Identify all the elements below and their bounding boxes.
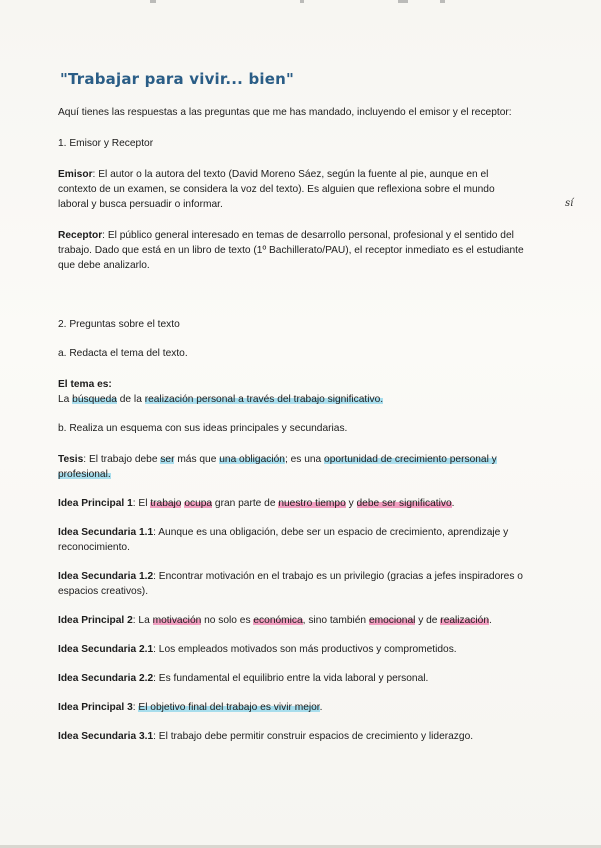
- idea-secundaria-1-1-label: Idea Secundaria 1.1: [58, 527, 154, 538]
- highlight-realizacion: realización: [440, 615, 489, 626]
- highlight-oportunidad: oportunidad de crecimiento personal y profesional.: [58, 454, 497, 480]
- idea-secundaria-3-1: Idea Secundaria 3.1: El trabajo debe permitir construir espacios de crecimiento y liderazgo.: [58, 731, 474, 742]
- scan-top-edge: [0, 0, 601, 6]
- idea-principal-1: Idea Principal 1: El trabajo ocupa gran parte de nuestro tiempo y debe ser significativo.: [58, 498, 455, 509]
- document-body: [58, 72, 528, 744]
- idea-principal-3-label: Idea Principal 3: [58, 702, 133, 713]
- idea-secundaria-2-1-label: Idea Secundaria 2.1: [58, 644, 154, 655]
- emisor-text: : El autor o la autora del texto (David Moreno Sáez, según la fuente al pie, aunque en el contexto de un examen, se considera la voz del texto). Es alguien que reflexiona sobre el mundo laboral y busca persuadir o informar.: [58, 169, 495, 210]
- highlight-obligacion: una obligación: [219, 454, 285, 465]
- idea-secundaria-3-1-label: Idea Secundaria 3.1: [58, 731, 154, 742]
- section-heading-preguntas: 2. Preguntas sobre el texto: [58, 319, 180, 330]
- question-a: a. Redacta el tema del texto.: [58, 348, 188, 359]
- highlight-emocional: emocional: [368, 615, 416, 626]
- idea-secundaria-1-2-label: Idea Secundaria 1.2: [58, 571, 154, 582]
- highlight-motivacion: motivación: [152, 615, 202, 626]
- receptor-paragraph: [58, 228, 528, 273]
- idea-secundaria-2-2: Idea Secundaria 2.2: Es fundamental el equilibrio entre la vida laboral y personal.: [58, 673, 429, 684]
- highlight-economica: económica: [253, 615, 303, 626]
- idea-principal-2-label: Idea Principal 2: [58, 615, 133, 626]
- receptor-text: : El público general interesado en temas de desarrollo personal, profesional y el sentido del trabajo. Dado que está en un libro de texto (1º Bachillerato/PAU), el receptor inmediato es el estudiante que debe analizarlo.: [58, 230, 524, 271]
- idea-principal-2: Idea Principal 2: La motivación no solo es económica, sino también emocional y de realización.: [58, 615, 492, 626]
- tema-paragraph: El tema es: La búsqueda de la realización personal a través del trabajo significativo.: [58, 379, 384, 405]
- receptor-label: Receptor: [58, 230, 103, 241]
- tesis-label: Tesis: [58, 454, 84, 465]
- highlight-busqueda: búsqueda: [72, 394, 117, 405]
- tema-label: El tema es:: [58, 379, 112, 390]
- idea-secundaria-1-2: Idea Secundaria 1.2: Encontrar motivación en el trabajo es un privilegio (gracias a jefes inspiradores o espacios creativos).: [58, 571, 523, 597]
- highlight-ocupa: ocupa: [184, 498, 213, 509]
- highlight-nuestro-tiempo: nuestro tiempo: [278, 498, 346, 509]
- highlight-trabajo: trabajo: [150, 498, 182, 509]
- idea-secundaria-1-1: Idea Secundaria 1.1: Aunque es una obligación, debe ser un espacio de crecimiento, aprendizaje y reconocimiento.: [58, 527, 509, 553]
- highlight-debe-ser-significativo: debe ser significativo: [356, 498, 452, 509]
- idea-principal-1-label: Idea Principal 1: [58, 498, 133, 509]
- highlight-ser: ser: [160, 454, 175, 465]
- idea-secundaria-2-2-label: Idea Secundaria 2.2: [58, 673, 154, 684]
- document-title: "Trabajar para vivir... bien": [60, 70, 295, 88]
- idea-secundaria-2-1: Idea Secundaria 2.1: Los empleados motivados son más productivos y comprometidos.: [58, 644, 457, 655]
- tesis-paragraph: Tesis: El trabajo debe ser más que una obligación; es una oportunidad de crecimiento personal y profesional.: [58, 454, 497, 480]
- idea-principal-3: Idea Principal 3: El objetivo final del trabajo es vivir mejor.: [58, 702, 323, 713]
- highlight-objetivo-final: El objetivo final del trabajo es vivir mejor: [138, 702, 320, 713]
- question-b: b. Realiza un esquema con sus ideas principales y secundarias.: [58, 423, 348, 434]
- emisor-paragraph: [58, 167, 528, 212]
- section-heading-emisor-receptor: 1. Emisor y Receptor: [58, 138, 154, 149]
- handwritten-margin-note: sí: [565, 198, 574, 209]
- highlight-realizacion-personal: realización personal a través del trabajo significativo.: [144, 394, 384, 405]
- emisor-label: Emisor: [58, 169, 93, 180]
- intro-paragraph: Aquí tienes las respuestas a las preguntas que me has mandado, incluyendo el emisor y el receptor:: [58, 107, 512, 118]
